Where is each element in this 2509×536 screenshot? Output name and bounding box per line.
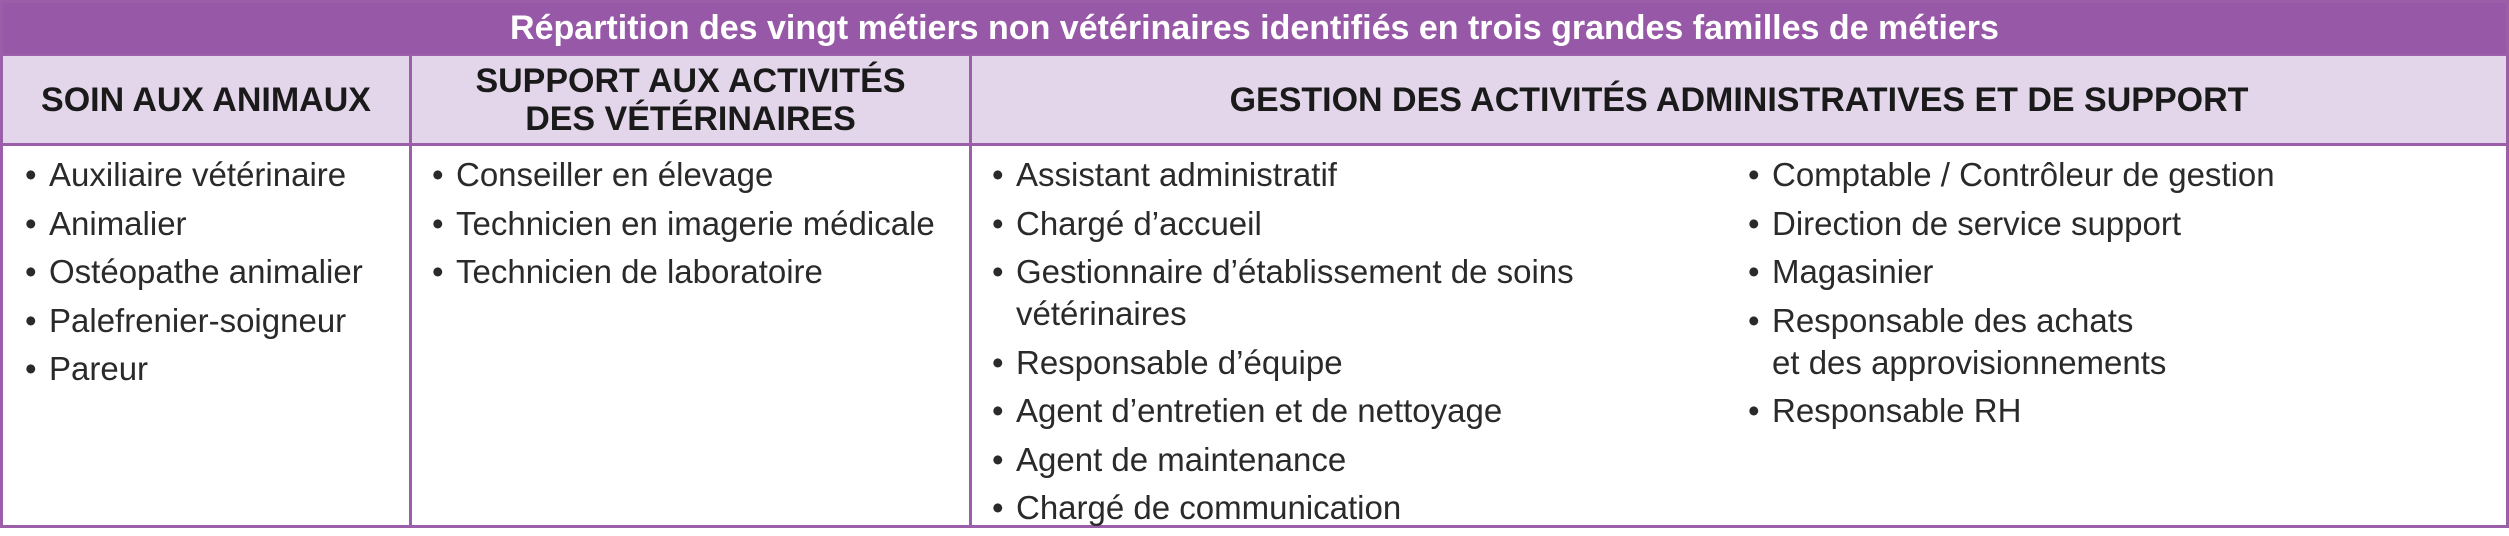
list-item: • Responsable d’équipe [992,342,1574,384]
admin-list-right [1748,154,2275,439]
list-item: • Responsable des achats et des approvisionnements [1748,300,2275,384]
list-item: • Auxiliaire vétérinaire [25,154,363,196]
list-item: • Conseiller en élevage [432,154,935,196]
list-item: • Pareur [25,348,363,390]
column-animal-care [3,146,409,525]
list-item: • Assistant administratif [992,154,1574,196]
header-animal-care: SOIN AUX ANIMAUX [41,80,371,119]
header-vet-support-line1: SUPPORT AUX ACTIVITÉS [475,61,906,100]
vet-support-list [432,154,935,300]
table-title: Répartition des vingt métiers non vétérinaires identifiés en trois grandes familles de métiers [3,3,2506,54]
animal-care-list [25,154,363,397]
list-item: • Chargé de communication [992,487,1574,529]
list-item: • Palefrenier-soigneur [25,300,363,342]
list-item: • Responsable RH [1748,390,2275,432]
list-item: • Ostéopathe animalier [25,251,363,293]
list-item: • Chargé d’accueil [992,203,1574,245]
admin-list-left [992,154,1574,536]
column-vet-support [409,146,969,525]
list-item: • Gestionnaire d’établissement de soins vétérinaires [992,251,1574,335]
list-item: • Agent de maintenance [992,439,1574,481]
list-item: • Technicien en imagerie médicale [432,203,935,245]
list-item: • Direction de service support [1748,203,2275,245]
header-admin-management: GESTION DES ACTIVITÉS ADMINISTRATIVES ET DE SUPPORT [969,56,2506,143]
list-item: • Comptable / Contrôleur de gestion [1748,154,2275,196]
list-item: • Technicien de laboratoire [432,251,935,293]
list-item: • Magasinier [1748,251,2275,293]
list-item: • Agent d’entretien et de nettoyage [992,390,1574,432]
body-row [3,146,2506,525]
column-admin-management [969,146,2506,525]
header-vet-support-line2: DES VÉTÉRINAIRES [525,99,856,138]
list-item: • Animalier [25,203,363,245]
header-row [3,54,2506,146]
header-vet-support [409,56,969,143]
